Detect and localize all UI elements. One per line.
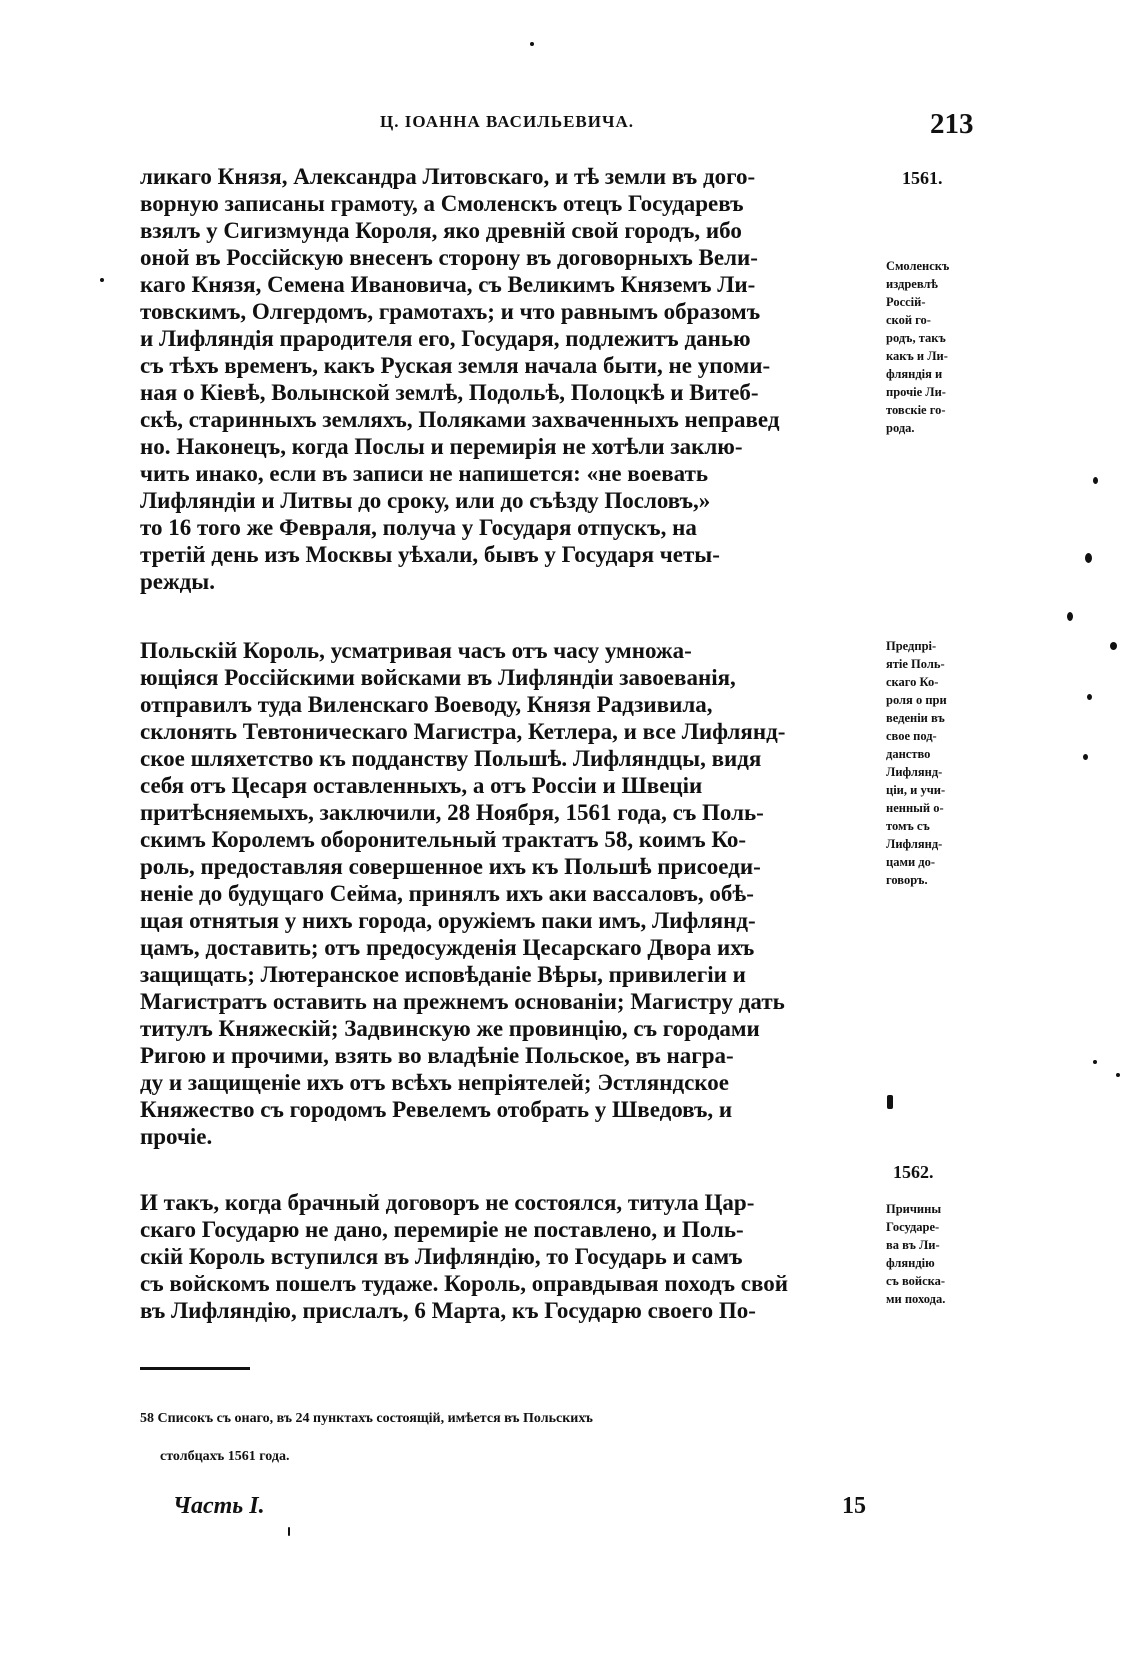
margin-line: Государе- — [886, 1220, 940, 1234]
print-speck — [1093, 1060, 1097, 1064]
text-line: ду и защищеніе ихъ отъ всѣхъ непріятелей; Эстляндское — [140, 1070, 729, 1095]
margin-year-1562 — [893, 1160, 998, 1184]
footnote-line: 58 Списокъ съ онаго, въ 24 пунктахъ состоящій, имѣется въ Польскихъ — [140, 1411, 593, 1426]
footnote-line: столбцахъ 1561 года. — [160, 1449, 290, 1464]
text-line: третій день изъ Москвы уѣхали, бывъ у Государя четы- — [140, 542, 720, 567]
print-speck — [1083, 754, 1088, 760]
text-line: Польскій Король, усматривая часъ отъ часу умножа- — [140, 638, 692, 663]
text-line: съ войскомъ пошелъ тудаже. Король, оправдывая походъ свой — [140, 1271, 788, 1296]
margin-line: Предпрі- — [886, 639, 937, 653]
running-head: Ц. ІОАННА ВАСИЛЬЕВИЧА. — [380, 112, 634, 131]
margin-line: ми похода. — [886, 1292, 946, 1306]
margin-line: прочіе Ли- — [886, 385, 946, 399]
margin-year: 1562. — [893, 1162, 934, 1182]
text-line: Магистратъ оставить на прежнемъ основаніи; Магистру дать — [140, 989, 785, 1014]
text-line: скѣ, старинныхъ земляхъ, Поляками захваченныхъ неправед — [140, 407, 780, 432]
text-line: ная о Кіевѣ, Волынской землѣ, Подольѣ, Полоцкѣ и Витеб- — [140, 380, 759, 405]
print-speck — [1110, 642, 1117, 650]
margin-line: роля о при — [886, 693, 947, 707]
footnote-rule — [140, 1367, 250, 1370]
text-line: щая отнятыя у нихъ города, оружіемъ паки имъ, Лифлянд- — [140, 908, 756, 933]
text-line: ликаго Князя, Александра Литовскаго, и тѣ земли въ дого- — [140, 164, 756, 189]
margin-note-smolensk — [886, 257, 991, 437]
text-line: скимъ Королемъ оборонительный трактатъ 58, коимъ Ко- — [140, 827, 747, 852]
margin-year: 1561. — [902, 168, 943, 188]
margin-line: Причины — [886, 1202, 942, 1216]
margin-line: цами до- — [886, 855, 936, 869]
margin-line: ціи, и учи- — [886, 783, 946, 797]
margin-line: рода. — [886, 421, 915, 435]
text-line: скій Король вступился въ Лифляндію, то Государь и самъ — [140, 1244, 743, 1269]
text-line: И такъ, когда брачный договоръ не состоялся, титула Цар- — [140, 1190, 755, 1215]
paragraph-1 — [140, 163, 878, 595]
text-line: ское шляхетство къ подданству Польшѣ. Лифляндцы, видя — [140, 746, 762, 771]
margin-line: скаго Ко- — [886, 675, 939, 689]
margin-line: томъ съ — [886, 819, 930, 833]
margin-line: ва въ Ли- — [886, 1238, 940, 1252]
signature-sheet-number: 15 — [842, 1493, 866, 1519]
print-speck — [100, 278, 104, 282]
text-line: но. Наконецъ, когда Послы и перемирія не хотѣли заклю- — [140, 434, 743, 459]
text-line: отправилъ туда Виленскаго Воеводу, Князя Радзивила, — [140, 692, 713, 717]
margin-note-polish-king — [886, 637, 991, 889]
text-line: Ригою и прочими, взять во владѣніе Польское, въ награ- — [140, 1043, 734, 1068]
print-speck — [1067, 612, 1073, 621]
margin-line: ятіе Поль- — [886, 657, 945, 671]
text-line: Княжество съ городомъ Ревелемъ отобрать у Шведовъ, и — [140, 1097, 733, 1122]
text-line: притѣсняемыхъ, заключили, 28 Ноября, 1561 года, съ Поль- — [140, 800, 764, 825]
text-line: прочіе. — [140, 1124, 213, 1149]
text-line: защищать; Лютеранское исповѣданіе Вѣры, привилегіи и — [140, 962, 746, 987]
margin-line: данство — [886, 747, 931, 761]
margin-line: ской го- — [886, 313, 931, 327]
margin-line: родъ, такъ — [886, 331, 946, 345]
text-line: въ Лифляндію, прислалъ, 6 Марта, къ Государю своего По- — [140, 1298, 756, 1323]
margin-line: фляндію — [886, 1256, 935, 1270]
text-line: ворную записаны грамоту, а Смоленскъ отецъ Государевъ — [140, 191, 744, 216]
text-line: склонять Тевтоническаго Магистра, Кетлера, и все Лифлянд- — [140, 719, 786, 744]
margin-line: съ войска- — [886, 1274, 946, 1288]
text-line: оной въ Россійскую внесенъ сторону въ договорныхъ Вели- — [140, 245, 758, 270]
paragraph-2 — [140, 637, 878, 1150]
print-speck — [530, 42, 534, 46]
print-speck — [1116, 1073, 1120, 1077]
print-speck — [1093, 477, 1098, 484]
margin-line: товскіе го- — [886, 403, 946, 417]
text-line: то 16 того же Февраля, получа у Государя отпускъ, на — [140, 515, 697, 540]
text-line: титулъ Княжескій; Задвинскую же провинцію, съ городами — [140, 1016, 760, 1041]
margin-line: фляндія и — [886, 367, 943, 381]
text-line: взялъ у Сигизмунда Короля, яко древній свой городъ, ибо — [140, 218, 742, 243]
text-line: Лифляндіи и Литвы до сроку, или до съѣзду Пословъ,» — [140, 488, 711, 513]
text-line: скаго Государю не дано, перемиріе не поставлено, и Поль- — [140, 1217, 744, 1242]
margin-line: Лифлянд- — [886, 765, 943, 779]
print-speck — [1085, 553, 1092, 563]
margin-line: какъ и Ли- — [886, 349, 948, 363]
print-speck — [887, 1095, 893, 1109]
text-line: товскимъ, Олгердомъ, грамотахъ; и что равнымъ образомъ — [140, 299, 761, 324]
margin-line: ненный о- — [886, 801, 944, 815]
margin-line: Россій- — [886, 295, 926, 309]
margin-line: говоръ. — [886, 873, 928, 887]
margin-line: свое под- — [886, 729, 937, 743]
margin-line: веденіи въ — [886, 711, 945, 725]
paragraph-3 — [140, 1189, 878, 1324]
text-line: цамъ, доставить; отъ предосужденія Цесарскаго Двора ихъ — [140, 935, 755, 960]
text-line: съ тѣхъ временъ, какъ Руская земля начала быти, не упоми- — [140, 353, 771, 378]
text-line: режды. — [140, 569, 216, 594]
margin-note-campaign — [886, 1200, 991, 1308]
text-line: и Лифляндія прародителя его, Государя, подлежитъ данью — [140, 326, 751, 351]
print-speck — [288, 1527, 290, 1536]
text-line: роль, предоставляя совершенное ихъ къ Польшѣ присоеди- — [140, 854, 761, 879]
page-number: 213 — [930, 108, 974, 140]
text-line: неніе до будущаго Сейма, принялъ ихъ аки вассаловъ, обѣ- — [140, 881, 754, 906]
print-speck — [1087, 694, 1092, 700]
margin-year-1561 — [902, 166, 1007, 190]
margin-line: Лифлянд- — [886, 837, 943, 851]
text-line: ющіяся Россійскими войсками въ Лифляндіи завоеванія, — [140, 665, 736, 690]
margin-line: Смоленскъ — [886, 259, 950, 273]
margin-line: издревлѣ — [886, 277, 938, 291]
text-line: каго Князя, Семена Ивановича, съ Великимъ Княземъ Ли- — [140, 272, 756, 297]
text-line: чить инако, если въ записи не напишется: «не воевать — [140, 461, 709, 486]
text-line: себя отъ Цесаря оставленныхъ, а отъ Россіи и Швеціи — [140, 773, 703, 798]
signature-part: Часть I. — [173, 1493, 265, 1519]
